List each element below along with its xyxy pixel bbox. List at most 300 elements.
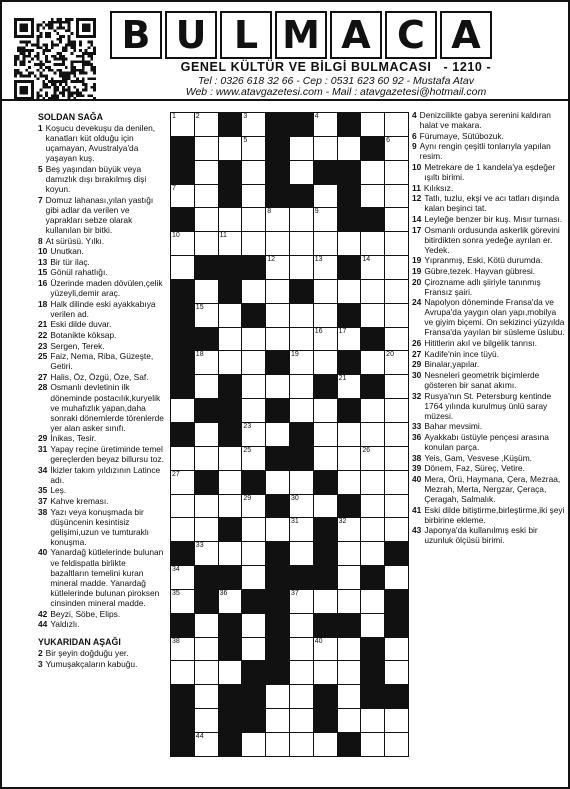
grid-cell[interactable] bbox=[361, 470, 385, 494]
grid-row bbox=[171, 518, 409, 542]
grid-cell[interactable] bbox=[194, 709, 218, 733]
grid-cell[interactable] bbox=[337, 279, 361, 303]
grid-cell[interactable] bbox=[385, 518, 409, 542]
grid-cell[interactable] bbox=[266, 327, 290, 351]
grid-row bbox=[171, 399, 409, 423]
grid-cell[interactable] bbox=[385, 470, 409, 494]
grid-cell[interactable] bbox=[218, 351, 242, 375]
grid-cell[interactable] bbox=[361, 232, 385, 256]
cell-number: 26 bbox=[362, 446, 371, 454]
grid-cell[interactable] bbox=[313, 232, 337, 256]
grid-cell[interactable] bbox=[242, 113, 266, 137]
grid-row bbox=[171, 470, 409, 494]
clue-text: İkizler takım yıldızının Latince adı. bbox=[50, 464, 161, 485]
grid-cell[interactable] bbox=[171, 470, 195, 494]
clue-item bbox=[38, 278, 164, 298]
grid-cell[interactable] bbox=[385, 494, 409, 518]
black-cell bbox=[385, 542, 409, 566]
clue-item bbox=[38, 485, 164, 495]
clue-number: 42 bbox=[38, 608, 48, 619]
black-cell bbox=[242, 256, 266, 280]
black-cell bbox=[171, 685, 195, 709]
grid-cell[interactable] bbox=[361, 184, 385, 208]
cell-number: 3 bbox=[243, 113, 248, 120]
grid-cell[interactable] bbox=[361, 279, 385, 303]
grid-cell[interactable] bbox=[337, 589, 361, 613]
logo-letter: C bbox=[385, 11, 437, 59]
grid-cell[interactable] bbox=[171, 566, 195, 590]
black-cell bbox=[313, 470, 337, 494]
grid-cell[interactable] bbox=[289, 661, 313, 685]
grid-cell[interactable] bbox=[337, 518, 361, 542]
clue-number: 18 bbox=[38, 298, 48, 309]
grid-cell[interactable] bbox=[289, 613, 313, 637]
grid-cell[interactable] bbox=[194, 518, 218, 542]
grid-cell[interactable] bbox=[337, 637, 361, 661]
grid-cell[interactable] bbox=[218, 303, 242, 327]
grid-cell[interactable] bbox=[194, 113, 218, 137]
grid-cell[interactable] bbox=[171, 589, 195, 613]
grid-cell[interactable] bbox=[266, 208, 290, 232]
grid-cell[interactable] bbox=[289, 232, 313, 256]
grid-cell[interactable] bbox=[361, 446, 385, 470]
grid-row bbox=[171, 351, 409, 375]
grid-cell[interactable] bbox=[385, 661, 409, 685]
grid-cell[interactable] bbox=[289, 303, 313, 327]
grid-cell[interactable] bbox=[361, 709, 385, 733]
black-cell bbox=[171, 327, 195, 351]
grid-cell[interactable] bbox=[313, 637, 337, 661]
grid-cell[interactable] bbox=[289, 709, 313, 733]
black-cell bbox=[171, 160, 195, 184]
clue-item bbox=[38, 351, 164, 371]
grid-cell[interactable] bbox=[266, 709, 290, 733]
grid-cell[interactable] bbox=[385, 208, 409, 232]
grid-cell[interactable] bbox=[194, 279, 218, 303]
grid-cell[interactable] bbox=[194, 160, 218, 184]
clue-item bbox=[412, 162, 567, 182]
grid-cell[interactable] bbox=[385, 327, 409, 351]
grid-cell[interactable] bbox=[289, 685, 313, 709]
grid-cell[interactable] bbox=[242, 446, 266, 470]
grid-cell[interactable] bbox=[289, 732, 313, 756]
cell-number: 32 bbox=[338, 518, 347, 526]
grid-cell[interactable] bbox=[171, 232, 195, 256]
grid-cell[interactable] bbox=[361, 422, 385, 446]
grid-cell[interactable] bbox=[361, 613, 385, 637]
logo-letter: L bbox=[220, 11, 272, 59]
grid-cell[interactable] bbox=[337, 232, 361, 256]
grid-row bbox=[171, 422, 409, 446]
black-cell bbox=[313, 685, 337, 709]
grid-cell[interactable] bbox=[171, 494, 195, 518]
black-cell bbox=[385, 589, 409, 613]
grid-cell[interactable] bbox=[337, 566, 361, 590]
grid-cell[interactable] bbox=[385, 136, 409, 160]
clue-text: Ayakkabı üstüyle pençesi arasına konulan parça. bbox=[424, 431, 549, 452]
grid-cell[interactable] bbox=[385, 709, 409, 733]
grid-cell[interactable] bbox=[313, 661, 337, 685]
grid-cell[interactable] bbox=[289, 160, 313, 184]
clue-item bbox=[412, 297, 567, 337]
grid-cell[interactable] bbox=[337, 709, 361, 733]
clue-text: Beş yaşından büyük veya damızlık dışı bırakılmış dişi koyun. bbox=[45, 163, 147, 195]
grid-cell[interactable] bbox=[218, 589, 242, 613]
grid-cell[interactable] bbox=[218, 542, 242, 566]
grid-cell[interactable] bbox=[194, 184, 218, 208]
cell-number: 11 bbox=[219, 232, 227, 240]
grid-cell[interactable] bbox=[266, 375, 290, 399]
grid-cell[interactable] bbox=[242, 732, 266, 756]
clue-text: Yapay reçine üretiminde temel gereçlerden beyaz billursu toz. bbox=[50, 444, 164, 465]
black-cell bbox=[218, 709, 242, 733]
grid-cell[interactable] bbox=[242, 375, 266, 399]
black-cell bbox=[266, 184, 290, 208]
grid-cell[interactable] bbox=[194, 685, 218, 709]
grid-cell[interactable] bbox=[242, 208, 266, 232]
cell-number: 4 bbox=[314, 113, 319, 120]
clue-item bbox=[38, 507, 164, 547]
grid-cell[interactable] bbox=[313, 136, 337, 160]
grid-cell[interactable] bbox=[289, 589, 313, 613]
grid-cell[interactable] bbox=[194, 232, 218, 256]
grid-cell[interactable] bbox=[361, 518, 385, 542]
black-cell bbox=[266, 136, 290, 160]
grid-cell[interactable] bbox=[361, 589, 385, 613]
black-cell bbox=[337, 184, 361, 208]
grid-cell[interactable] bbox=[242, 566, 266, 590]
grid-cell[interactable] bbox=[218, 661, 242, 685]
clue-number: 40 bbox=[412, 473, 422, 484]
clue-number: 35 bbox=[38, 485, 48, 496]
clue-number: 43 bbox=[412, 525, 422, 536]
grid-row bbox=[171, 136, 409, 160]
grid-cell[interactable] bbox=[289, 494, 313, 518]
clue-item bbox=[38, 382, 164, 432]
black-cell bbox=[337, 613, 361, 637]
grid-cell[interactable] bbox=[218, 327, 242, 351]
clue-number: 21 bbox=[38, 319, 48, 330]
cell-number: 36 bbox=[219, 589, 228, 597]
down-clue-list-continued bbox=[412, 110, 567, 545]
black-cell bbox=[337, 160, 361, 184]
black-cell bbox=[242, 303, 266, 327]
clue-item bbox=[38, 195, 164, 235]
black-cell bbox=[337, 208, 361, 232]
grid-cell[interactable] bbox=[361, 351, 385, 375]
grid-cell[interactable] bbox=[218, 136, 242, 160]
grid-cell[interactable] bbox=[289, 470, 313, 494]
black-cell bbox=[289, 113, 313, 137]
grid-cell[interactable] bbox=[194, 422, 218, 446]
grid-cell[interactable] bbox=[289, 327, 313, 351]
clue-item bbox=[412, 463, 567, 473]
grid-cell[interactable] bbox=[385, 732, 409, 756]
grid-cell[interactable] bbox=[313, 303, 337, 327]
grid-cell[interactable] bbox=[289, 399, 313, 423]
black-cell bbox=[361, 566, 385, 590]
grid-cell[interactable] bbox=[242, 136, 266, 160]
clue-text: Botanikte köksap. bbox=[50, 329, 117, 340]
grid-cell[interactable] bbox=[242, 613, 266, 637]
grid-cell[interactable] bbox=[337, 375, 361, 399]
grid-cell[interactable] bbox=[313, 589, 337, 613]
clue-item bbox=[38, 319, 164, 329]
grid-cell[interactable] bbox=[194, 542, 218, 566]
grid-cell[interactable] bbox=[385, 446, 409, 470]
grid-cell[interactable] bbox=[266, 279, 290, 303]
grid-row bbox=[171, 160, 409, 184]
grid-cell[interactable] bbox=[194, 613, 218, 637]
grid-cell[interactable] bbox=[266, 732, 290, 756]
grid-cell[interactable] bbox=[289, 637, 313, 661]
clue-text: Hititlerin akıl ve bilgelik tanrısı. bbox=[424, 338, 537, 349]
grid-row bbox=[171, 709, 409, 733]
grid-cell[interactable] bbox=[242, 422, 266, 446]
black-cell bbox=[385, 613, 409, 637]
clue-text: Sergen, Terek. bbox=[50, 340, 105, 351]
grid-cell[interactable] bbox=[194, 303, 218, 327]
grid-cell[interactable] bbox=[361, 160, 385, 184]
grid-cell[interactable] bbox=[385, 422, 409, 446]
issue-number: - 1210 - bbox=[443, 60, 492, 74]
grid-cell[interactable] bbox=[194, 494, 218, 518]
clue-number: 16 bbox=[38, 278, 48, 288]
clue-number: 22 bbox=[38, 329, 48, 340]
clue-item bbox=[412, 183, 567, 193]
clue-number: 23 bbox=[38, 340, 48, 351]
logo bbox=[110, 9, 562, 61]
grid-cell[interactable] bbox=[289, 351, 313, 375]
grid-cell[interactable] bbox=[194, 446, 218, 470]
grid-cell[interactable] bbox=[242, 518, 266, 542]
grid-cell[interactable] bbox=[194, 208, 218, 232]
grid-cell[interactable] bbox=[385, 256, 409, 280]
down-title: YUKARIDAN AŞAĞI bbox=[38, 637, 121, 648]
grid-cell[interactable] bbox=[171, 256, 195, 280]
grid-cell[interactable] bbox=[289, 256, 313, 280]
grid-cell[interactable] bbox=[266, 303, 290, 327]
clues-left-column bbox=[38, 110, 164, 669]
black-cell bbox=[361, 661, 385, 685]
qr-code[interactable] bbox=[14, 18, 96, 100]
clue-number: 1 bbox=[38, 123, 43, 134]
grid-cell[interactable] bbox=[242, 184, 266, 208]
grid-cell[interactable] bbox=[242, 232, 266, 256]
clue-text: At sürüsü. Yılkı. bbox=[45, 235, 105, 246]
header-divider bbox=[2, 99, 568, 101]
cell-number: 37 bbox=[290, 589, 299, 597]
grid-cell[interactable] bbox=[337, 327, 361, 351]
grid-cell[interactable] bbox=[313, 208, 337, 232]
grid-cell[interactable] bbox=[385, 113, 409, 137]
grid-cell[interactable] bbox=[337, 136, 361, 160]
grid-cell[interactable] bbox=[171, 113, 195, 137]
grid-cell[interactable] bbox=[218, 208, 242, 232]
clue-number: 10 bbox=[38, 246, 48, 257]
grid-cell[interactable] bbox=[218, 232, 242, 256]
grid-cell[interactable] bbox=[242, 542, 266, 566]
grid-cell[interactable] bbox=[218, 470, 242, 494]
black-cell bbox=[313, 375, 337, 399]
black-cell bbox=[313, 566, 337, 590]
grid-cell[interactable] bbox=[266, 422, 290, 446]
clue-number: 36 bbox=[412, 431, 422, 442]
clue-item bbox=[412, 359, 567, 369]
grid-cell[interactable] bbox=[385, 351, 409, 375]
web-line: Web : www.atavgazetesi.com - Mail : atavgazetesi@hotmail.com bbox=[185, 86, 487, 98]
clue-item bbox=[412, 474, 567, 504]
grid-cell[interactable] bbox=[242, 399, 266, 423]
grid-cell[interactable] bbox=[313, 184, 337, 208]
grid-cell[interactable] bbox=[242, 637, 266, 661]
clue-text: Bahar mevsimi. bbox=[424, 421, 483, 432]
grid-cell[interactable] bbox=[242, 351, 266, 375]
cell-number: 16 bbox=[314, 327, 323, 335]
grid-cell[interactable] bbox=[313, 351, 337, 375]
grid-cell[interactable] bbox=[337, 446, 361, 470]
grid-cell[interactable] bbox=[171, 184, 195, 208]
cell-number: 35 bbox=[172, 589, 180, 597]
grid-cell[interactable] bbox=[361, 494, 385, 518]
grid-cell[interactable] bbox=[337, 542, 361, 566]
down-clue-list-start bbox=[38, 648, 164, 669]
grid-cell[interactable] bbox=[171, 518, 195, 542]
grid-cell[interactable] bbox=[385, 637, 409, 661]
black-cell bbox=[242, 661, 266, 685]
clue-number: 29 bbox=[412, 359, 422, 370]
black-cell bbox=[266, 351, 290, 375]
grid-cell[interactable] bbox=[385, 566, 409, 590]
clue-item bbox=[38, 465, 164, 485]
grid-cell[interactable] bbox=[337, 685, 361, 709]
grid-cell[interactable] bbox=[194, 661, 218, 685]
grid-cell[interactable] bbox=[313, 422, 337, 446]
grid-cell[interactable] bbox=[385, 375, 409, 399]
grid-cell[interactable] bbox=[361, 732, 385, 756]
grid-cell[interactable] bbox=[218, 494, 242, 518]
black-cell bbox=[266, 661, 290, 685]
grid-cell[interactable] bbox=[242, 160, 266, 184]
grid-cell[interactable] bbox=[194, 136, 218, 160]
black-cell bbox=[289, 184, 313, 208]
grid-cell[interactable] bbox=[289, 208, 313, 232]
clue-number: 9 bbox=[412, 141, 417, 152]
grid-row bbox=[171, 661, 409, 685]
grid-cell[interactable] bbox=[171, 637, 195, 661]
grid-cell[interactable] bbox=[171, 446, 195, 470]
grid-cell[interactable] bbox=[337, 470, 361, 494]
grid-cell[interactable] bbox=[289, 542, 313, 566]
grid-cell[interactable] bbox=[361, 303, 385, 327]
logo-letter: U bbox=[165, 11, 217, 59]
black-cell bbox=[361, 685, 385, 709]
black-cell bbox=[218, 732, 242, 756]
grid-cell[interactable] bbox=[242, 279, 266, 303]
grid-cell[interactable] bbox=[266, 256, 290, 280]
grid-cell[interactable] bbox=[313, 494, 337, 518]
black-cell bbox=[266, 494, 290, 518]
grid-cell[interactable] bbox=[313, 732, 337, 756]
clue-text: Çirozname adlı şiiriyle tanınmış Fransız şairi. bbox=[424, 276, 541, 297]
clue-item bbox=[412, 525, 567, 545]
grid-cell[interactable] bbox=[361, 542, 385, 566]
crossword-grid bbox=[170, 112, 409, 757]
grid-cell[interactable] bbox=[266, 232, 290, 256]
black-cell bbox=[218, 279, 242, 303]
clue-item bbox=[412, 370, 567, 390]
black-cell bbox=[218, 637, 242, 661]
grid-cell[interactable] bbox=[266, 518, 290, 542]
grid-cell[interactable] bbox=[385, 303, 409, 327]
grid-cell[interactable] bbox=[385, 184, 409, 208]
grid-cell[interactable] bbox=[313, 256, 337, 280]
grid-cell[interactable] bbox=[218, 446, 242, 470]
cell-number: 5 bbox=[243, 136, 248, 144]
clue-number: 19 bbox=[412, 265, 422, 276]
grid-cell[interactable] bbox=[361, 113, 385, 137]
grid-cell[interactable] bbox=[289, 518, 313, 542]
grid-row bbox=[171, 542, 409, 566]
clue-item bbox=[412, 214, 567, 224]
grid-cell[interactable] bbox=[266, 685, 290, 709]
clue-number: 29 bbox=[38, 433, 48, 444]
cell-number: 25 bbox=[243, 446, 252, 454]
grid-cell[interactable] bbox=[242, 327, 266, 351]
grid-row bbox=[171, 327, 409, 351]
grid-cell[interactable] bbox=[242, 494, 266, 518]
grid-cell[interactable] bbox=[361, 399, 385, 423]
grid-cell[interactable] bbox=[194, 637, 218, 661]
grid-cell[interactable] bbox=[313, 446, 337, 470]
cell-number: 15 bbox=[195, 303, 204, 311]
grid-cell[interactable] bbox=[385, 399, 409, 423]
cell-number: 40 bbox=[314, 637, 323, 645]
black-cell bbox=[218, 685, 242, 709]
cell-number: 10 bbox=[172, 232, 180, 240]
black-cell bbox=[266, 637, 290, 661]
grid-cell[interactable] bbox=[194, 375, 218, 399]
grid-cell[interactable] bbox=[313, 327, 337, 351]
grid-cell[interactable] bbox=[289, 375, 313, 399]
grid-cell[interactable] bbox=[289, 136, 313, 160]
black-cell bbox=[289, 279, 313, 303]
clue-text: Leyleğe benzer bir kuş. Mısır turnası. bbox=[424, 213, 563, 224]
grid-cell[interactable] bbox=[194, 351, 218, 375]
cell-number: 7 bbox=[172, 184, 176, 192]
black-cell bbox=[266, 613, 290, 637]
grid-cell[interactable] bbox=[385, 232, 409, 256]
grid-cell[interactable] bbox=[266, 470, 290, 494]
black-cell bbox=[171, 375, 195, 399]
grid-cell[interactable] bbox=[385, 160, 409, 184]
grid-cell[interactable] bbox=[194, 732, 218, 756]
grid-cell[interactable] bbox=[313, 279, 337, 303]
clue-item bbox=[38, 619, 164, 629]
grid-cell[interactable] bbox=[361, 256, 385, 280]
clue-text: Gübre,tezek. Hayvan gübresi. bbox=[424, 265, 536, 276]
grid-cell[interactable] bbox=[337, 422, 361, 446]
grid-row bbox=[171, 685, 409, 709]
grid-cell[interactable] bbox=[313, 399, 337, 423]
black-cell bbox=[171, 542, 195, 566]
grid-cell[interactable] bbox=[171, 661, 195, 685]
grid-cell[interactable] bbox=[171, 399, 195, 423]
black-cell bbox=[218, 399, 242, 423]
grid-cell[interactable] bbox=[313, 113, 337, 137]
grid-cell[interactable] bbox=[337, 661, 361, 685]
grid-cell[interactable] bbox=[385, 279, 409, 303]
